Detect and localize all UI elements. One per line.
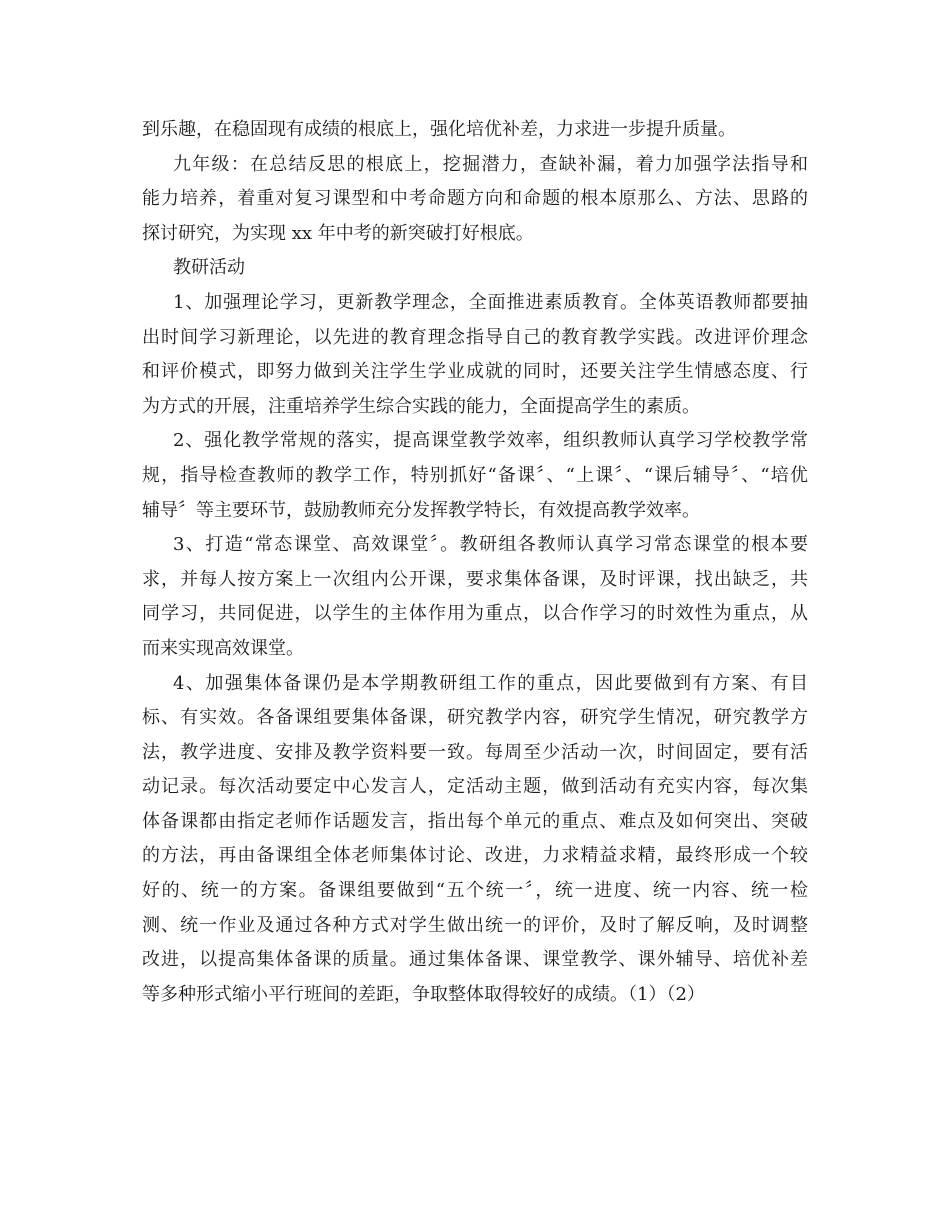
text-line: 为方式的开展，注重培养学生综合实践的能力，全面提高学生的素质。 — [142, 395, 700, 417]
text-line: 出时间学习新理论，以先进的教育理念指导自己的教育教学实践。改进评价理念 — [142, 326, 808, 348]
text-line: 求，并每人按方案上一次组内公开课，要求集体备课，及时评课，找出缺乏，共 — [142, 568, 808, 590]
text-line: 的方法，再由备课组全体老师集体讨论、改进，力求精益求精，最终形成一个较 — [142, 845, 808, 867]
text-line: 4、加强集体备课仍是本学期教研组工作的重点，因此要做到有方案、有目 — [173, 672, 808, 694]
text-line: 教研活动 — [173, 257, 245, 279]
text-line: 体备课都由指定老师作话题发言，指出每个单元的重点、难点及如何突出、突破 — [142, 810, 808, 832]
text-line: 到乐趣，在稳固现有成绩的根底上，强化培优补差，力求进一步提升质量。 — [142, 119, 736, 140]
text-line: 2、强化教学常规的落实，提高课堂教学效率，组织教师认真学习学校教学常 — [173, 430, 808, 452]
text-line: 改进，以提高集体备课的质量。通过集体备课、课堂教学、课外辅导、培优补差 — [142, 949, 808, 971]
text-line: 3、打造“常态课堂、高效课堂〞。教研组各教师认真学习常态课堂的根本要 — [173, 534, 808, 556]
text-line: 九年级：在总结反思的根底上，挖掘潜力，查缺补漏，着力加强学法指导和 — [173, 153, 808, 175]
text-line: 和评价模式，即努力做到关注学生学业成就的同时，还要关注学生情感态度、行 — [142, 361, 808, 383]
text-line: 同学习，共同促进，以学生的主体作用为重点，以合作学习的时效性为重点，从 — [142, 603, 808, 625]
text-line: 1、加强理论学习，更新教学理念，全面推进素质教育。全体英语教师都要抽 — [173, 291, 808, 313]
text-line: 法，教学进度、安排及教学资料要一致。每周至少活动一次，时间固定，要有活 — [142, 741, 808, 763]
text-line: 好的、统一的方案。备课组要做到“五个统一〞，统一进度、统一内容、统一检 — [142, 880, 808, 902]
text-line: 规，指导检查教师的教学工作，特别抓好“备课〞、“上课〞、“课后辅导〞、“培优 — [142, 464, 808, 486]
text-line: 辅导〞等主要环节，鼓励教师充分发挥教学特长，有效提高教学效率。 — [142, 499, 700, 521]
text-line: 标、有实效。各备课组要集体备课，研究教学内容，研究学生情况，研究教学方 — [142, 707, 808, 729]
text-line: 测、统一作业及通过各种方式对学生做出统一的评价，及时了解反响，及时调整 — [142, 914, 808, 936]
text-line: 而来实现高效课堂。 — [142, 637, 304, 659]
text-line: 能力培养，着重对复习课型和中考命题方向和命题的根本原那么、方法、思路的 — [142, 188, 808, 210]
text-line: 探讨研究，为实现 xx 年中考的新突破打好根底。 — [142, 222, 534, 244]
text-line: 动记录。每次活动要定中心发言人，定活动主题，做到活动有充实内容，每次集 — [142, 776, 808, 798]
document-body — [142, 113, 808, 1012]
text-line: 等多种形式缩小平行班间的差距，争取整体取得较好的成绩。（1）（2） — [142, 983, 705, 1005]
